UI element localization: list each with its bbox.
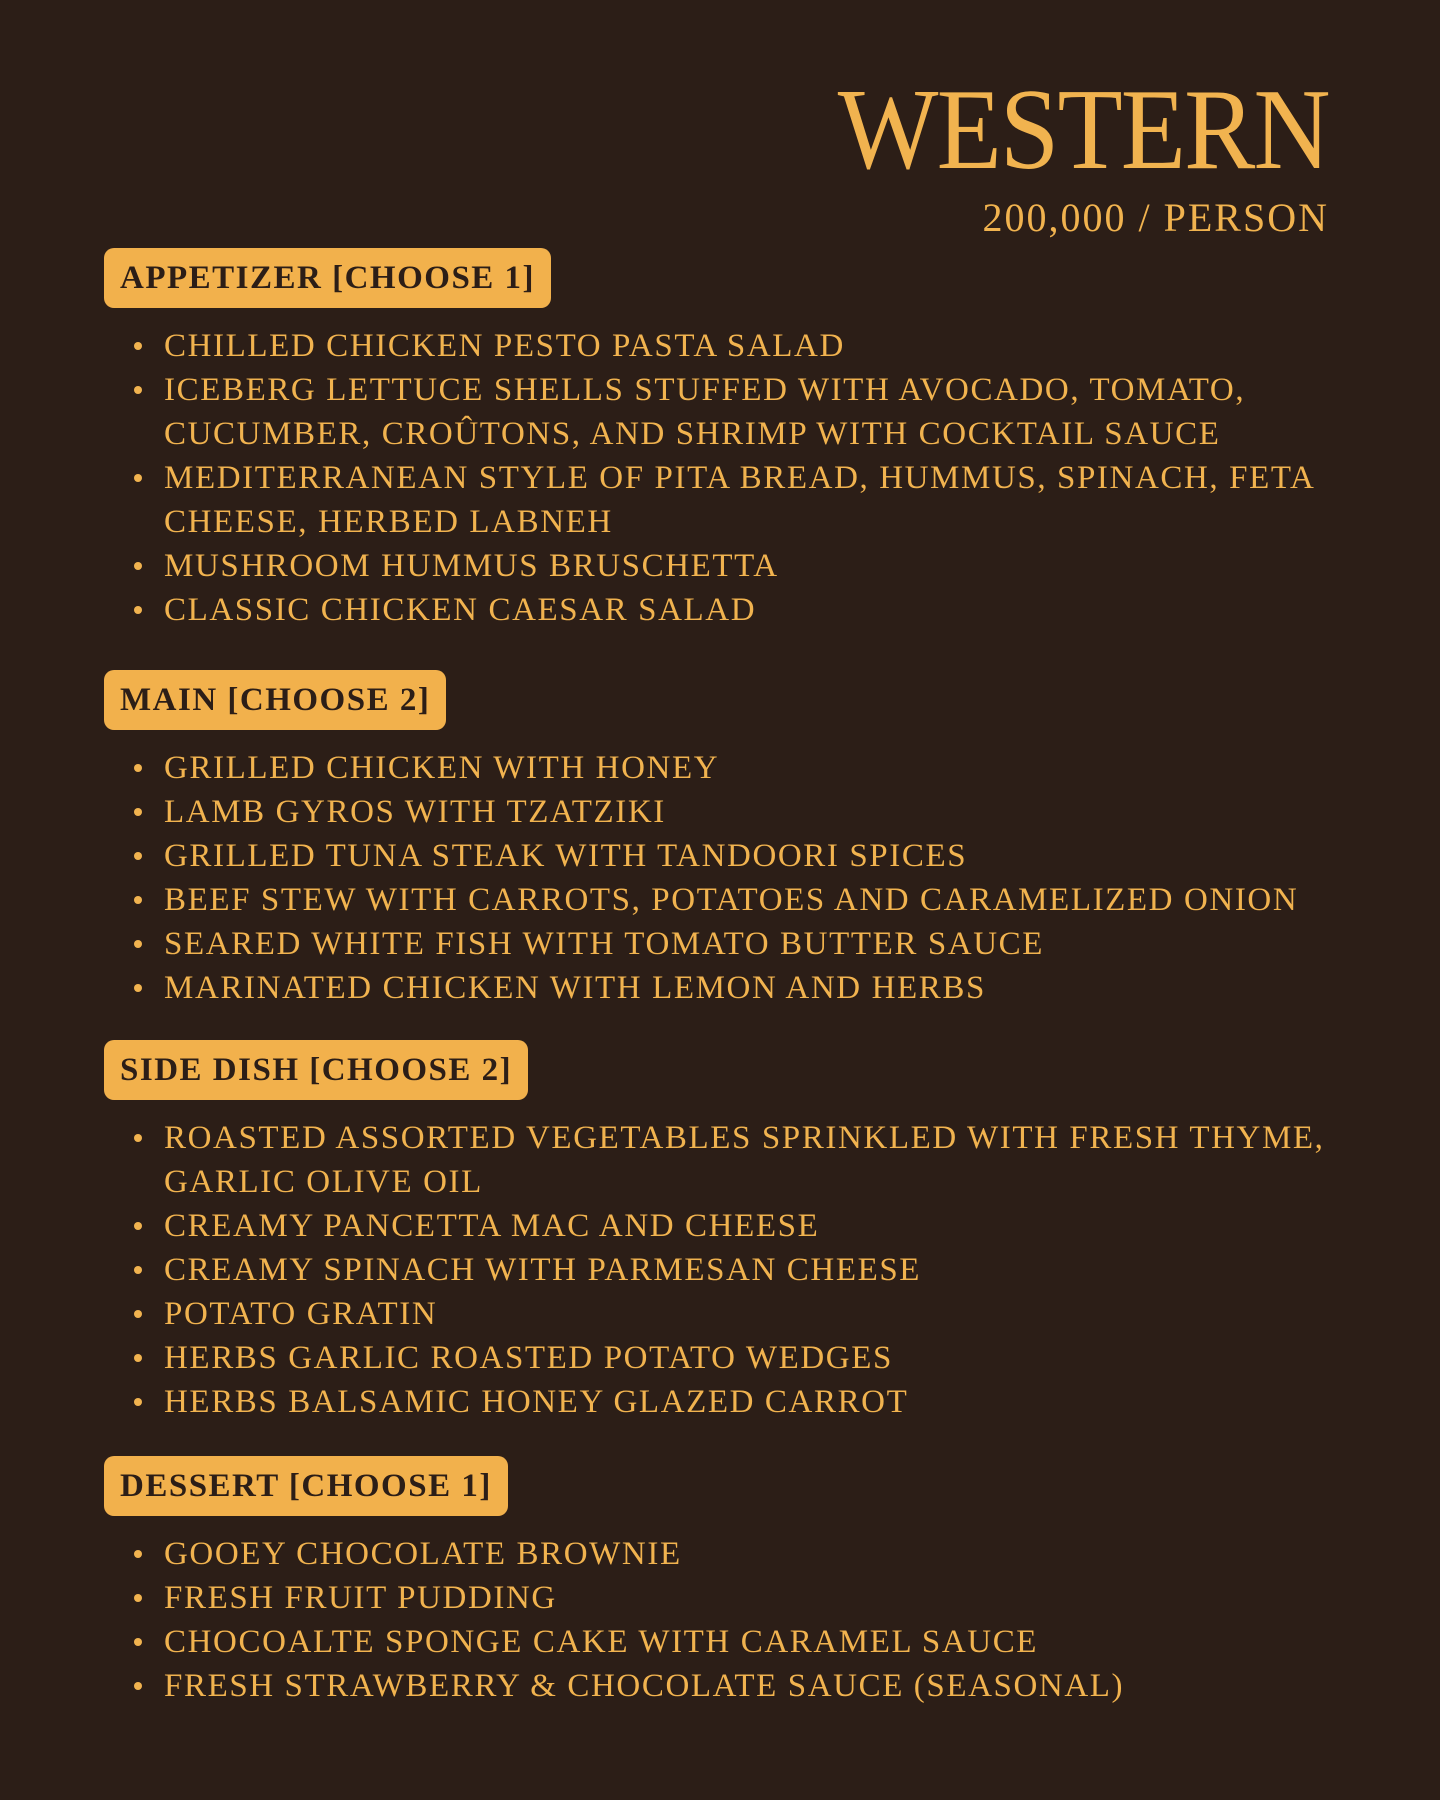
section-heading-side-dish: SIDE DISH [CHOOSE 2] [104,1040,528,1100]
list-item [104,746,1344,790]
list-item [104,790,1344,834]
list-item [104,1248,1344,1292]
bullet-icon [134,1354,142,1362]
bullet-icon [134,852,142,860]
item-text: LAMB GYROS WITH TZATZIKI [164,794,666,830]
bullet-icon [134,386,142,394]
menu-header [795,66,1329,240]
appetizer-list [104,324,1344,632]
item-text: GRILLED TUNA STEAK WITH TANDOORI SPICES [164,838,968,874]
bullet-icon [134,808,142,816]
section-appetizer [104,248,1344,632]
bullet-icon [134,562,142,570]
section-heading-appetizer: APPETIZER [CHOOSE 1] [104,248,551,308]
section-heading-main: MAIN [CHOOSE 2] [104,670,446,730]
list-item [104,588,1344,632]
list-item [104,1620,1344,1664]
bullet-icon [134,1310,142,1318]
item-text: MEDITERRANEAN STYLE OF PITA BREAD, HUMMUS, SPINACH, FETA CHEESE, HERBED LABNEH [164,460,1314,540]
item-text: GRILLED CHICKEN WITH HONEY [164,750,720,786]
item-text: HERBS GARLIC ROASTED POTATO WEDGES [164,1340,893,1376]
list-item [104,1336,1344,1380]
item-text: ROASTED ASSORTED VEGETABLES SPRINKLED WITH FRESH THYME, GARLIC OLIVE OIL [164,1120,1325,1200]
list-item [104,966,1344,1010]
list-item [104,1576,1344,1620]
item-text: MUSHROOM HUMMUS BRUSCHETTA [164,548,779,584]
list-item [104,456,1344,544]
item-text: GOOEY CHOCOLATE BROWNIE [164,1536,682,1572]
item-text: FRESH FRUIT PUDDING [164,1580,557,1616]
list-item [104,878,1344,922]
item-text: FRESH STRAWBERRY & CHOCOLATE SAUCE (SEASONAL) [164,1668,1125,1704]
bullet-icon [134,896,142,904]
list-item [104,922,1344,966]
item-text: BEEF STEW WITH CARROTS, POTATOES AND CARAMELIZED ONION [164,882,1299,918]
list-item [104,1532,1344,1576]
menu-price: 200,000 / PERSON [982,195,1329,240]
item-text: CREAMY PANCETTA MAC AND CHEESE [164,1208,820,1244]
main-list [104,746,1344,1010]
side-dish-list [104,1116,1344,1424]
bullet-icon [134,1398,142,1406]
item-text: HERBS BALSAMIC HONEY GLAZED CARROT [164,1384,909,1420]
item-text: POTATO GRATIN [164,1296,438,1332]
list-item [104,1292,1344,1336]
section-main [104,670,1344,1010]
bullet-icon [134,1266,142,1274]
bullet-icon [134,1550,142,1558]
item-text: ICEBERG LETTUCE SHELLS STUFFED WITH AVOCADO, TOMATO, CUCUMBER, CROÛTONS, AND SHRIMP WITH COCKTAIL SAUCE [164,372,1246,452]
bullet-icon [134,1222,142,1230]
bullet-icon [134,342,142,350]
item-text: CLASSIC CHICKEN CAESAR SALAD [164,592,757,628]
section-side-dish [104,1040,1344,1424]
section-heading-dessert: DESSERT [CHOOSE 1] [104,1456,508,1516]
bullet-icon [134,764,142,772]
item-text: SEARED WHITE FISH WITH TOMATO BUTTER SAUCE [164,926,1045,962]
list-item [104,544,1344,588]
section-dessert [104,1456,1344,1708]
list-item [104,324,1344,368]
list-item [104,834,1344,878]
item-text: MARINATED CHICKEN WITH LEMON AND HERBS [164,970,986,1006]
bullet-icon [134,1638,142,1646]
bullet-icon [134,984,142,992]
item-text: CREAMY SPINACH WITH PARMESAN CHEESE [164,1252,922,1288]
dessert-list [104,1532,1344,1708]
item-text: CHOCOALTE SPONGE CAKE WITH CARAMEL SAUCE [164,1624,1039,1660]
menu-title: WESTERN [837,66,1329,194]
list-item [104,1664,1344,1708]
bullet-icon [134,940,142,948]
list-item [104,1204,1344,1248]
bullet-icon [134,1134,142,1142]
item-text: CHILLED CHICKEN PESTO PASTA SALAD [164,328,845,364]
bullet-icon [134,1594,142,1602]
bullet-icon [134,1682,142,1690]
list-item [104,368,1344,456]
list-item [104,1116,1344,1204]
list-item [104,1380,1344,1424]
bullet-icon [134,606,142,614]
bullet-icon [134,474,142,482]
